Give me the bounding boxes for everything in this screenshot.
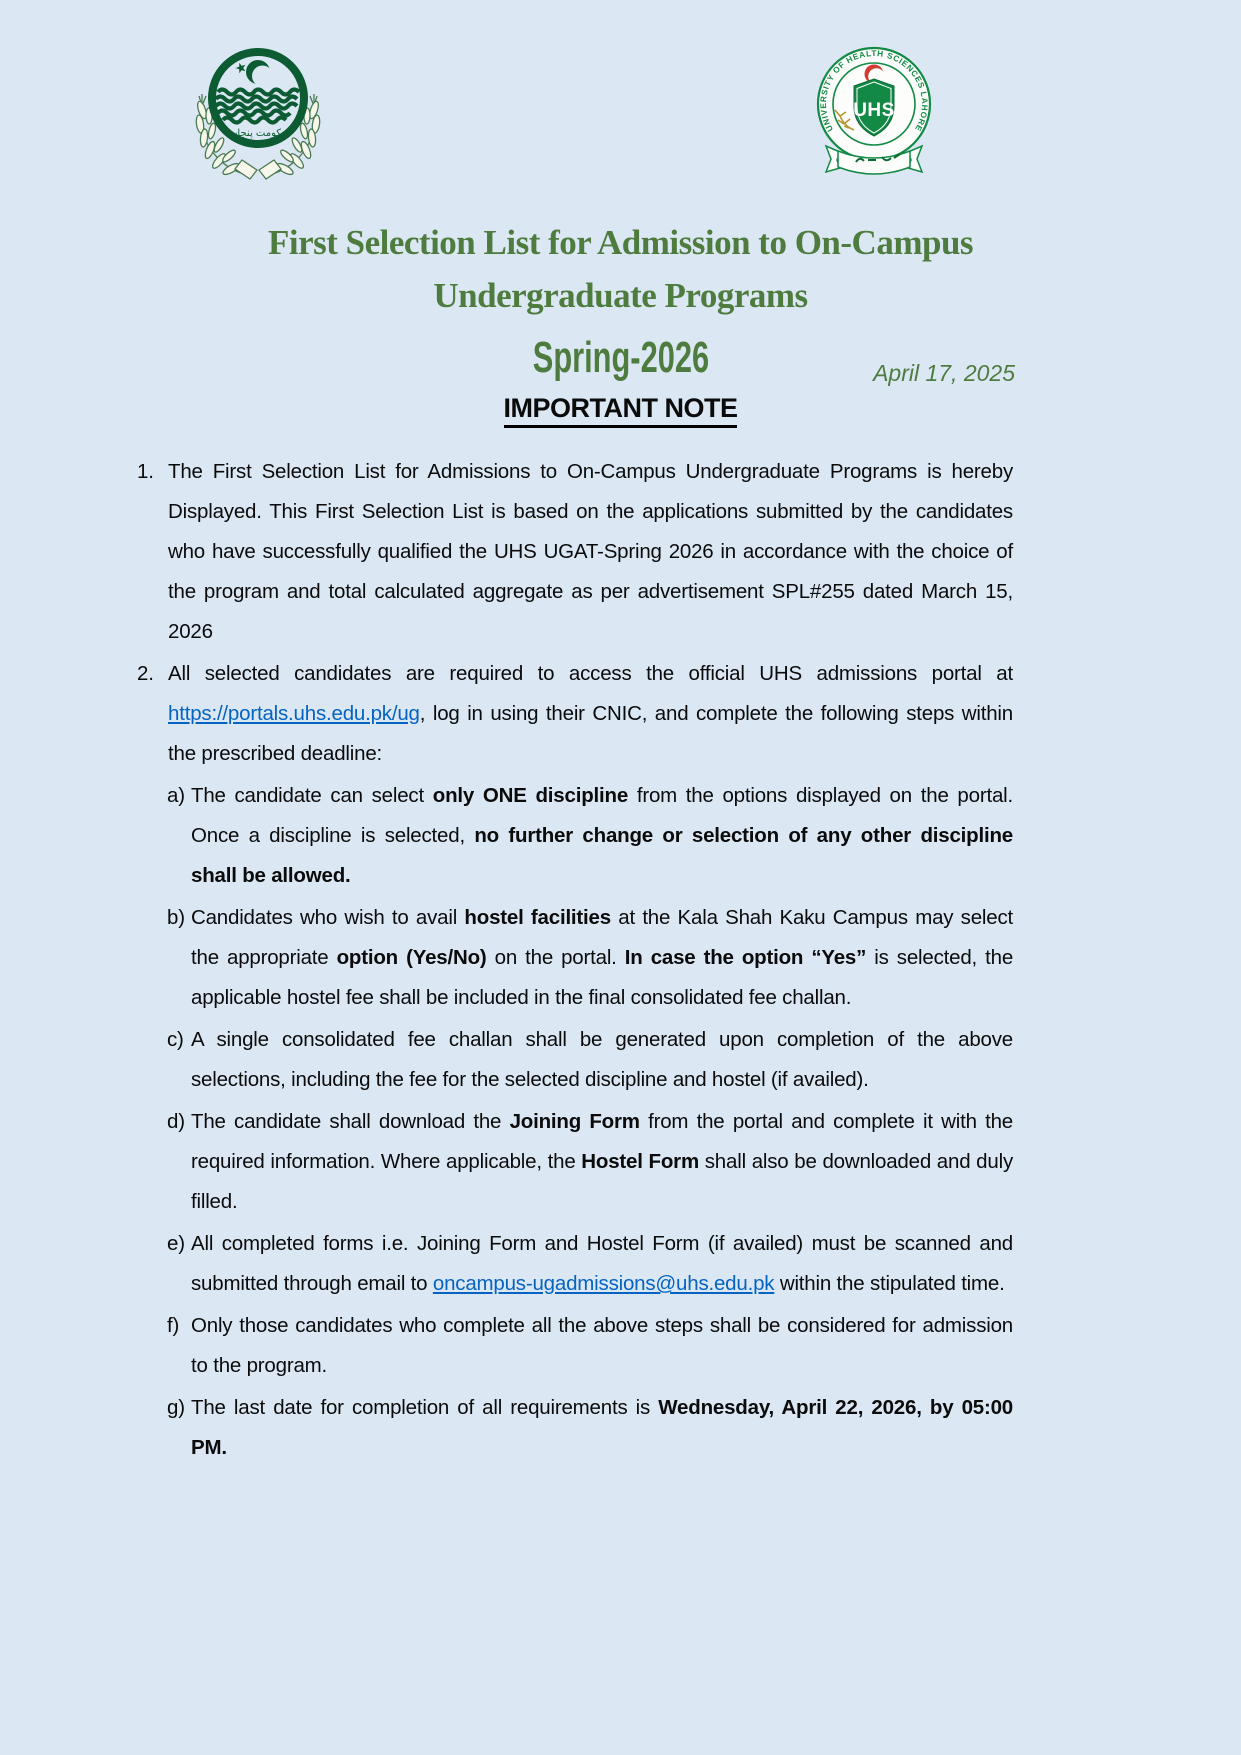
note-sub-item <box>137 776 1013 896</box>
sub-item-text <box>191 1102 1013 1222</box>
sub-item-marker: e) <box>167 1232 185 1255</box>
text-run: from the portal and complete it with the required information. Where applicable, the <box>191 1110 1013 1173</box>
sub-item-text <box>191 1306 1013 1386</box>
text-run: from the options displayed on the portal. Once a discipline is selected, <box>191 784 1013 847</box>
uhs-seal-graphic <box>804 34 944 192</box>
text-run: no further change or selection of any other discipline shall be allowed. <box>191 824 1013 887</box>
text-run: hostel facilities <box>464 906 611 929</box>
sub-item-text <box>191 776 1013 896</box>
sub-item-text <box>191 898 1013 1018</box>
star-icon <box>234 61 247 74</box>
sub-item-marker: b) <box>167 906 185 929</box>
sub-item-marker: d) <box>167 1110 185 1133</box>
text-run: A single consolidated fee challan shall be generated upon completion of the above selections, including the fee for the selected discipline and hostel (if availed). <box>191 1028 1013 1091</box>
hyperlink[interactable]: https://portals.uhs.edu.pk/ug <box>168 702 420 725</box>
item-marker: 1. <box>137 460 154 483</box>
sub-item-marker: c) <box>167 1028 184 1051</box>
sub-item-marker: f) <box>167 1314 180 1337</box>
title-block <box>0 216 1241 380</box>
text-run: on the portal. <box>486 946 625 969</box>
punjab-logo-urdu-script: حکومت پنجاب <box>228 128 288 139</box>
note-item <box>137 654 1013 774</box>
note-sub-item <box>137 898 1013 1018</box>
text-run: The candidate shall download the <box>191 1110 510 1133</box>
item-text <box>168 452 1013 652</box>
text-run: Hostel Form <box>581 1150 699 1173</box>
document-date: April 17, 2025 <box>873 360 1015 386</box>
document-title-session: Spring-2026 <box>532 333 709 382</box>
document-title-line1: First Selection List for Admission to On-Campus <box>267 223 974 262</box>
sub-item-text <box>191 1224 1013 1304</box>
note-sub-item <box>137 1020 1013 1100</box>
note-item <box>137 452 1013 652</box>
text-run: option (Yes/No) <box>336 946 487 969</box>
text-run: Candidates who wish to avail <box>191 906 465 929</box>
text-run: Only those candidates who complete all the above steps shall be considered for admission to the program. <box>191 1314 1013 1377</box>
text-run: The candidate can select <box>191 784 433 807</box>
item-marker: 2. <box>137 662 154 685</box>
document-title-line2: Undergraduate Programs <box>433 276 808 315</box>
uhs-ring-text: UNIVERSITY OF HEALTH SCIENCES LAHORE <box>818 49 930 134</box>
text-run: within the stipulated time. <box>774 1272 1005 1295</box>
sub-item-text <box>191 1020 1013 1100</box>
note-heading-wrap <box>0 393 1241 428</box>
text-run: All selected candidates are required to access the official UHS admissions portal at <box>168 662 1013 685</box>
text-run: Joining Form <box>509 1110 640 1133</box>
uhs-shield-text: UHS <box>853 100 895 121</box>
text-run: The last date for completion of all requirements is <box>191 1396 659 1419</box>
punjab-government-logo <box>178 36 338 186</box>
note-list <box>137 452 1013 1470</box>
sub-item-text <box>191 1388 1013 1468</box>
item-text <box>168 654 1013 774</box>
punjab-government-emblem-graphic <box>178 36 338 186</box>
text-run: Wednesday, April 22, 2026, by 05:00 PM. <box>191 1396 1014 1459</box>
text-run: The First Selection List for Admissions to On-Campus Undergraduate Programs is hereby Displayed. This First Selection List is based on the applications submitted by the candidates who have successfully qualified the UHS UGAT-Spring 2026 in accordance with the choice of the program and total calculated aggregate as per advertisement SPL#255 dated March 15, 2026 <box>168 460 1013 643</box>
important-note-heading: IMPORTANT NOTE <box>504 393 738 428</box>
note-sub-item <box>137 1102 1013 1222</box>
text-run: at the Kala Shah Kaku Campus may select the appropriate <box>191 906 1014 969</box>
note-sub-item <box>137 1388 1013 1468</box>
text-run: , log in using their CNIC, and complete the following steps within the prescribed deadline: <box>168 702 1013 765</box>
text-run: In case the option “Yes” <box>624 946 867 969</box>
sub-item-marker: a) <box>167 784 185 807</box>
text-run: All completed forms i.e. Joining Form and Hostel Form (if availed) must be scanned and submitted through email to <box>191 1232 1013 1295</box>
text-run: only ONE discipline <box>432 784 629 807</box>
note-sub-item <box>137 1224 1013 1304</box>
uhs-logo <box>804 34 944 192</box>
note-sub-item <box>137 1306 1013 1386</box>
text-run: is selected, the applicable hostel fee shall be included in the final consolidated fee challan. <box>191 946 1014 1009</box>
sub-item-marker: g) <box>167 1396 185 1419</box>
hyperlink[interactable]: oncampus-ugadmissions@uhs.edu.pk <box>432 1272 775 1295</box>
text-run: shall also be downloaded and duly filled. <box>191 1150 1013 1213</box>
